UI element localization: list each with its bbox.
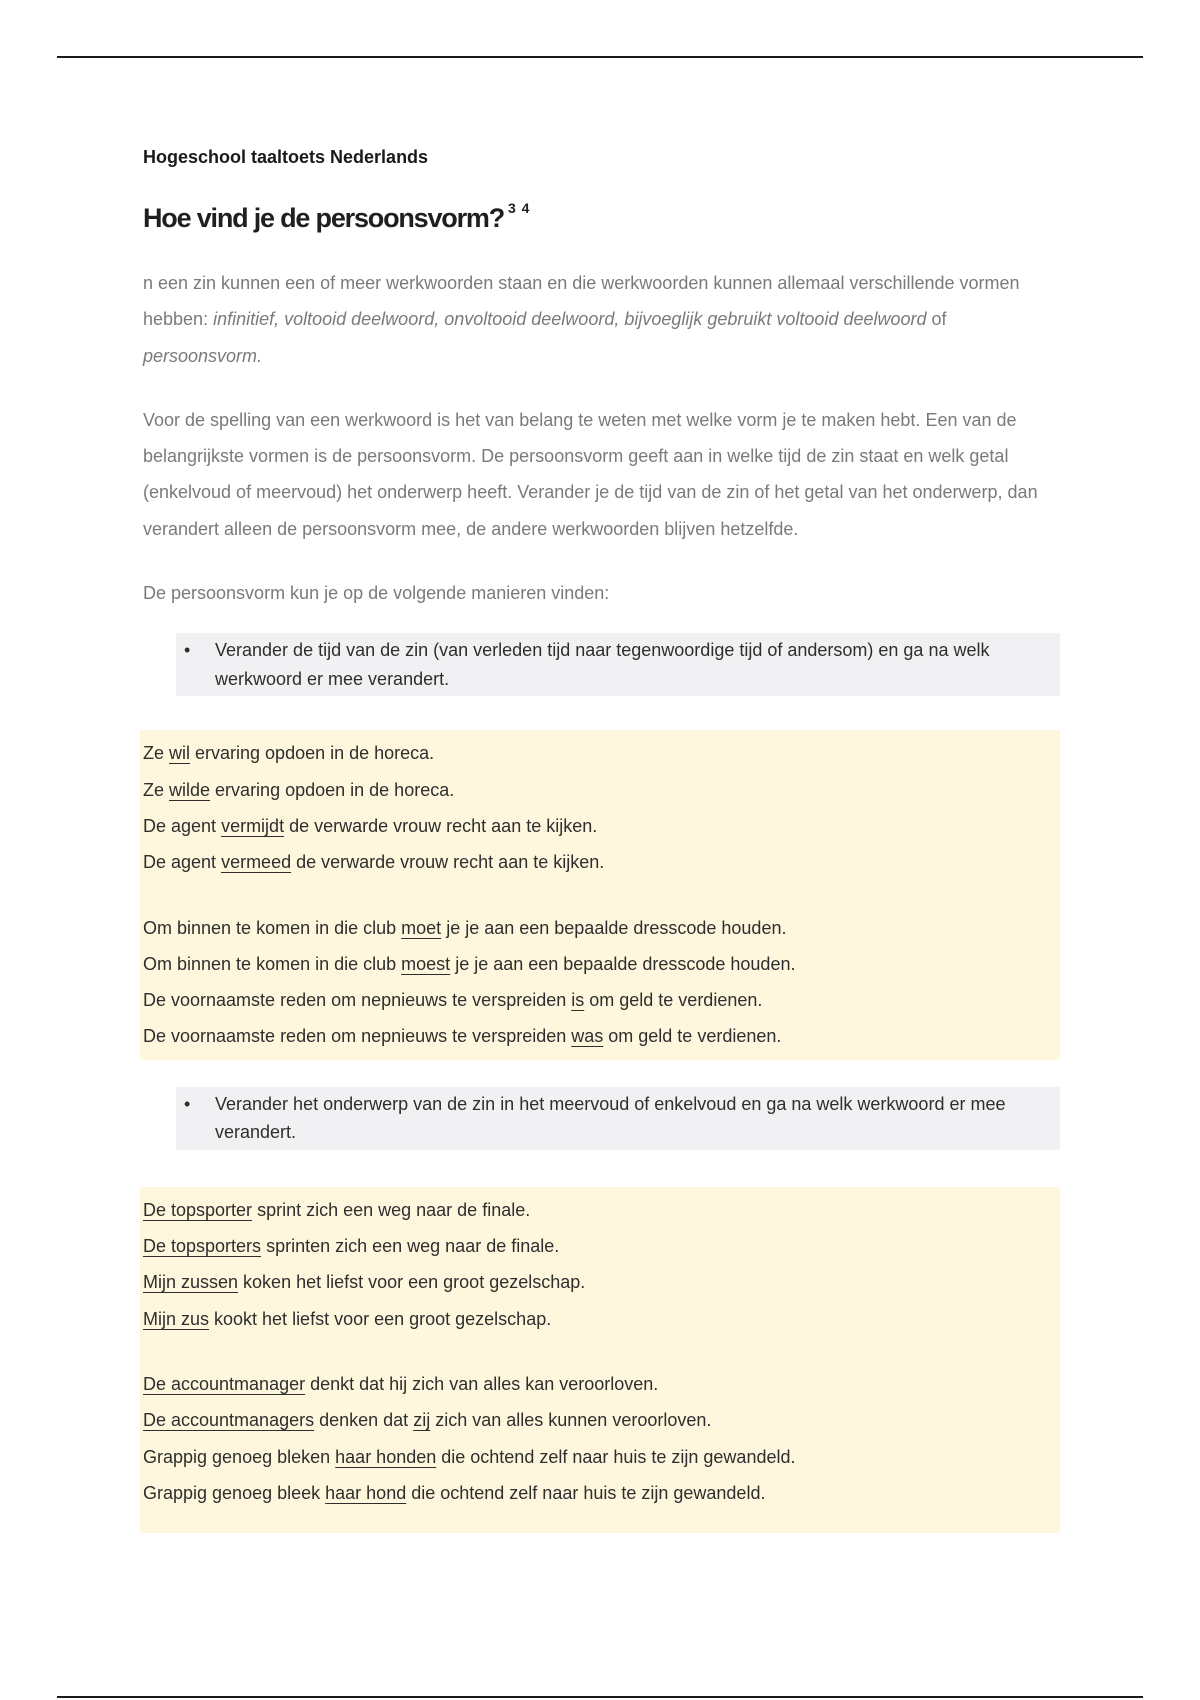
example-text: om geld te verdienen. — [603, 1026, 782, 1047]
subject-underlined: Mijn zus — [143, 1308, 210, 1329]
document-label: Hogeschool taaltoets Nederlands — [143, 147, 429, 167]
example-text: De agent — [143, 815, 222, 836]
subject-underlined: De accountmanagers — [143, 1410, 315, 1431]
bullet-tense-text: Verander de tijd van de zin (van verleden tijd naar tegenwoordige tijd of andersom) en ga na welk werkwoord er mee verandert. — [215, 640, 990, 689]
persoonsvorm-underlined: wilde — [169, 779, 211, 800]
example-text: sprinten zich een weg naar de finale. — [261, 1236, 560, 1257]
example-text: Om binnen te komen in die club — [143, 953, 402, 974]
subject-underlined: haar hond — [325, 1482, 407, 1503]
example-line — [143, 1366, 1060, 1402]
intro-paragraph-3: De persoonsvorm kun je op de volgende manieren vinden: — [143, 583, 610, 604]
persoonsvorm-underlined: vermeed — [221, 852, 292, 873]
example-line — [143, 910, 1060, 946]
example-text: De agent — [143, 852, 222, 873]
persoonsvorm-underlined: wil — [169, 743, 191, 764]
example-text: ervaring opdoen in de horeca. — [190, 743, 435, 764]
example-text: denkt dat hij zich van alles kan veroorloven. — [305, 1373, 659, 1394]
page-title-text: Hoe vind je de persoonsvorm? — [143, 203, 504, 233]
persoonsvorm-underlined: moet — [401, 917, 442, 938]
example-line — [143, 1301, 1060, 1337]
example-line — [143, 1264, 1060, 1300]
persoonsvorm-underlined: moest — [401, 953, 451, 974]
bottom-rule — [57, 1696, 1143, 1698]
example-line — [143, 1475, 1060, 1511]
example-text: je je aan een bepaalde dresscode houden. — [450, 953, 796, 974]
example-text: de verwarde vrouw recht aan te kijken. — [284, 815, 598, 836]
example-line — [143, 982, 1060, 1018]
example-text: koken het liefst voor een groot gezelschap. — [238, 1272, 586, 1293]
example-line — [143, 1192, 1060, 1228]
example-text: de verwarde vrouw recht aan te kijken. — [291, 852, 605, 873]
subject-underlined: De accountmanager — [143, 1373, 306, 1394]
subject-underlined: De topsporter — [143, 1199, 253, 1220]
example-text: kookt het liefst voor een groot gezelschap. — [209, 1308, 552, 1329]
example-text: Om binnen te komen in die club — [143, 917, 402, 938]
example-line — [143, 735, 1060, 771]
example-text: De voornaamste reden om nepnieuws te verspreiden — [143, 990, 572, 1011]
subject-underlined: haar honden — [335, 1446, 437, 1467]
example-line — [143, 772, 1060, 808]
intro-p1-persoonsvorm: persoonsvorm. — [143, 345, 263, 366]
bullet-subject-text: Verander het onderwerp van de zin in het meervoud of enkelvoud en ga na welk werkwoord er mee verandert. — [215, 1093, 1006, 1143]
intro-paragraph-2: Voor de spelling van een werkwoord is het van belang te weten met welke vorm je te maken hebt. Een van de belangrijkste vormen is de persoonsvorm. De persoonsvorm geeft aan in welke tijd de zin staat en welk getal (enkelvoud of meervoud) het onderwerp heeft. Verander je de tijd van de zin of het getal van het onderwerp, dan verandert alleen de persoonsvorm mee, de andere werkwoorden blijven hetzelfde. — [143, 409, 1038, 539]
footnote-refs: 3 4 — [508, 200, 531, 216]
example-line — [143, 1402, 1060, 1438]
intro-p1-forms: infinitief, voltooid deelwoord, onvoltooid deelwoord, bijvoeglijk gebruikt voltooid deelwoord — [213, 309, 927, 330]
page-title — [143, 188, 1060, 238]
top-rule — [57, 56, 1143, 58]
example-line — [143, 1018, 1060, 1054]
bullet-tense — [176, 633, 1060, 696]
bullet-icon: • — [184, 1093, 191, 1114]
bullet-icon: • — [184, 640, 191, 661]
example-text: Grappig genoeg bleken — [143, 1446, 336, 1467]
example-text: die ochtend zelf naar huis te zijn gewandeld. — [436, 1446, 796, 1467]
subject-underlined: zij — [413, 1410, 431, 1431]
example-text: sprint zich een weg naar de finale. — [252, 1199, 531, 1220]
persoonsvorm-underlined: vermijdt — [221, 815, 285, 836]
example-text: die ochtend zelf naar huis te zijn gewandeld. — [406, 1482, 766, 1503]
example-text: ervaring opdoen in de horeca. — [210, 779, 455, 800]
example-text: zich van alles kunnen veroorloven. — [430, 1410, 712, 1431]
example-text: om geld te verdienen. — [584, 990, 763, 1011]
example-text: je je aan een bepaalde dresscode houden. — [441, 917, 787, 938]
intro-p1-c: of — [926, 309, 947, 330]
example-gap — [143, 1337, 1060, 1366]
example-line — [143, 844, 1060, 880]
subject-underlined: De topsporters — [143, 1236, 262, 1257]
bullet-subject — [176, 1087, 1060, 1150]
example-line — [143, 1228, 1060, 1264]
intro-paragraph-1 — [143, 265, 1060, 374]
page-content — [143, 140, 1060, 1533]
intro-p1-a: n een zin kunnen een of meer werkwoorden staan en die werkwoorden kunnen allemaal verschillende vormen hebben: — [143, 273, 1020, 330]
example-text: Grappig genoeg bleek — [143, 1482, 326, 1503]
examples-tense-box — [140, 730, 1060, 1059]
example-text: De voornaamste reden om nepnieuws te verspreiden — [143, 1026, 572, 1047]
persoonsvorm-underlined: was — [571, 1026, 604, 1047]
examples-subject-box — [140, 1187, 1060, 1533]
subject-underlined: Mijn zussen — [143, 1272, 239, 1293]
example-text: Ze — [143, 779, 170, 800]
example-text: denken dat — [314, 1410, 414, 1431]
example-line — [143, 946, 1060, 982]
example-gap — [143, 881, 1060, 910]
example-line — [143, 1439, 1060, 1475]
example-line — [143, 808, 1060, 844]
example-text: Ze — [143, 743, 170, 764]
persoonsvorm-underlined: is — [571, 990, 585, 1011]
